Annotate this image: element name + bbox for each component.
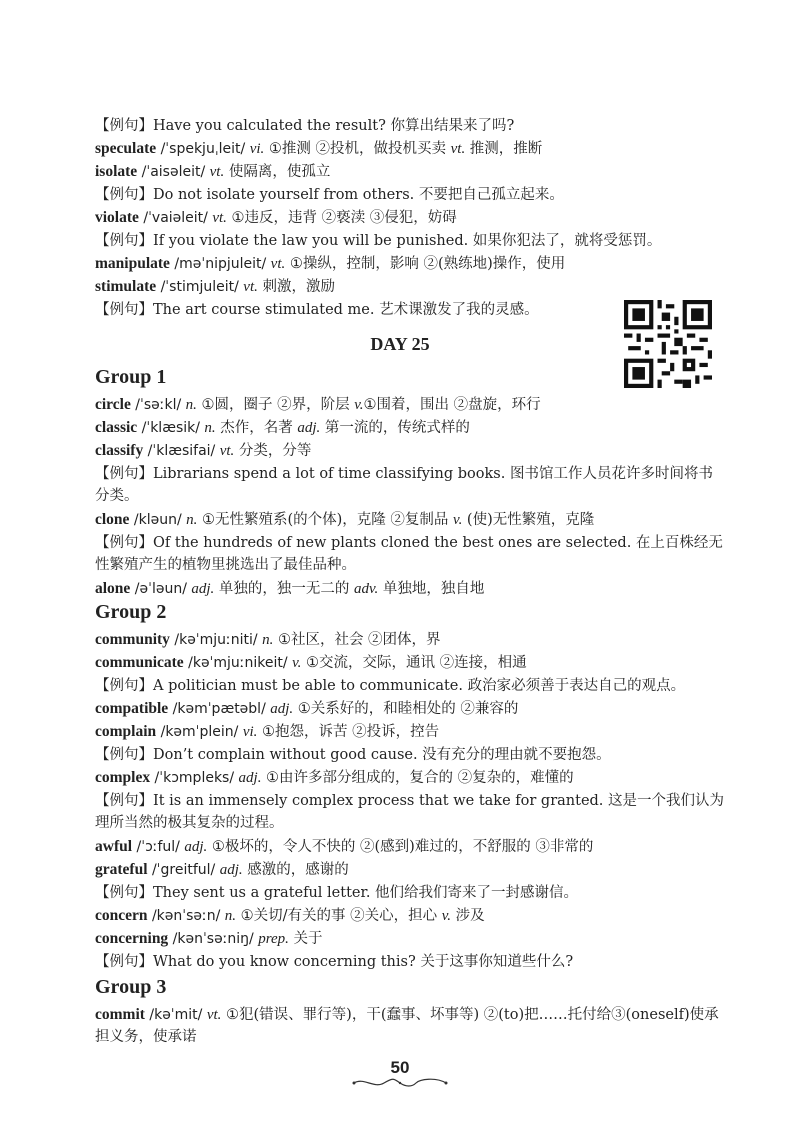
entry-concerning — [95, 928, 725, 950]
group-heading: Group 2 — [95, 601, 167, 623]
headword: community — [95, 631, 170, 648]
example-sentence: 【例句】A politician must be able to communicate. 政治家必须善于表达自己的观点。 — [95, 678, 686, 694]
part-of-speech: prep. — [258, 931, 289, 947]
phonetic: /ˈgreitful/ — [147, 862, 220, 878]
phonetic: /kənˈsəːn/ — [147, 908, 225, 924]
definition-2: (使)无性繁殖，克隆 — [462, 512, 595, 528]
headword: isolate — [95, 163, 138, 180]
part-of-speech-2: adj. — [297, 420, 321, 436]
entry-communicate — [95, 652, 725, 674]
definition: 单独的，独一无二的 — [214, 581, 354, 597]
entry-compatible — [95, 698, 725, 720]
phonetic: /kəˈmit/ — [144, 1007, 207, 1023]
definition: 感激的，感谢的 — [242, 862, 349, 878]
part-of-speech: vi. — [242, 724, 258, 740]
entry-classic — [95, 417, 725, 439]
part-of-speech: vt. — [206, 1007, 222, 1023]
entry-alone — [95, 578, 725, 600]
entry-community — [95, 629, 725, 651]
part-of-speech: n. — [204, 420, 216, 436]
example-sentence: 【例句】Don’t complain without good cause. 没有充分的理由就不要抱怨。 — [95, 747, 611, 763]
example-sentence: 【例句】Librarians spend a lot of time classifying books. 图书馆工作人员花许多时间将书分类。 — [95, 466, 713, 504]
definition-2: 推测，推断 — [465, 141, 543, 157]
definition: ①犯(错误、罪行等)，干(蠢事、坏事等) ②(to)把……托付给③(oneself)使承担义务，使承诺 — [95, 1007, 719, 1045]
phonetic: /ˈklæsik/ — [137, 420, 205, 436]
entry-classify — [95, 440, 725, 462]
phonetic: /ˈvaiəleit/ — [138, 210, 213, 226]
definition: ①交流，交际，通讯 ②连接，相通 — [301, 655, 527, 671]
phonetic: /əˈləun/ — [130, 581, 192, 597]
definition: 杰作，名著 — [215, 420, 298, 436]
definition: ①违反，违背 ②亵渎 ③侵犯，妨碍 — [226, 210, 457, 226]
headword: manipulate — [95, 255, 170, 272]
example-sentence: 【例句】If you violate the law you will be punished. 如果你犯法了，就将受惩罚。 — [95, 233, 662, 249]
part-of-speech: adj. — [270, 701, 294, 717]
part-of-speech: n. — [224, 908, 237, 924]
entry-awful — [95, 836, 725, 858]
definition: ①社区，社会 ②团体，界 — [273, 632, 441, 648]
headword: concerning — [95, 930, 169, 947]
part-of-speech-2: adv. — [354, 581, 379, 597]
phonetic: /ˈɔːful/ — [132, 839, 185, 855]
entry-violate — [95, 207, 725, 229]
phonetic: /ˈaisəleit/ — [137, 164, 210, 180]
phonetic: /kəmˈpætəbl/ — [168, 701, 271, 717]
example-sentence: 【例句】They sent us a grateful letter. 他们给我们寄来了一封感谢信。 — [95, 885, 579, 901]
part-of-speech: vt. — [219, 443, 235, 459]
example-sentence: 【例句】Have you calculated the result? 你算出结果来了吗? — [95, 118, 515, 134]
part-of-speech: vt. — [243, 279, 258, 295]
example-sentence: 【例句】Of the hundreds of new plants cloned the best ones are selected. 在上百株经无性繁殖产生的植物里挑选出了最佳品种。 — [95, 535, 723, 573]
phonetic: /ˈkɔmpleks/ — [150, 770, 239, 786]
headword: grateful — [95, 861, 148, 878]
phonetic: /ˈstimjuleit/ — [156, 279, 244, 295]
headword: stimulate — [95, 278, 157, 295]
headword: complex — [95, 769, 151, 786]
headword: awful — [95, 838, 133, 855]
phonetic: /məˈnipjuleit/ — [169, 256, 271, 272]
phonetic: /kləun/ — [129, 512, 187, 528]
definition: ①操纵，控制，影响 ②(熟练地)操作，使用 — [285, 256, 566, 272]
entry-concern — [95, 905, 725, 927]
headword: speculate — [95, 140, 157, 157]
headword: commit — [95, 1006, 145, 1023]
example-sentence: 【例句】The art course stimulated me. 艺术课激发了我的灵感。 — [95, 302, 539, 318]
entry-circle — [95, 394, 725, 416]
headword: classic — [95, 419, 138, 436]
definition: ①圆，圈子 ②界，阶层 — [196, 397, 355, 413]
group-heading: Group 1 — [95, 366, 167, 388]
part-of-speech: n. — [186, 512, 198, 528]
part-of-speech-2: v. — [453, 512, 463, 528]
headword: communicate — [95, 654, 184, 671]
example-sentence: 【例句】What do you know concerning this? 关于这事你知道些什么? — [95, 954, 574, 970]
entry-manipulate — [95, 253, 725, 275]
definition: ①推测 ②投机，做投机买卖 — [264, 141, 451, 157]
group-heading: Group 3 — [95, 976, 167, 998]
part-of-speech: vt. — [212, 210, 227, 226]
part-of-speech: n. — [185, 397, 197, 413]
part-of-speech: vt. — [270, 256, 286, 272]
part-of-speech-2: v. — [441, 908, 452, 924]
definition: ①无性繁殖系(的个体)，克隆 ②复制品 — [197, 512, 454, 528]
entry-complex — [95, 767, 725, 789]
headword: complain — [95, 723, 157, 740]
definition: 使隔离，使孤立 — [224, 164, 331, 180]
entry-stimulate — [95, 276, 725, 298]
definition: 分类，分等 — [234, 443, 312, 459]
phonetic: /kənˈsəːniŋ/ — [168, 931, 259, 947]
part-of-speech-2: v. — [354, 397, 364, 413]
part-of-speech: adj. — [219, 862, 243, 878]
headword: circle — [95, 396, 131, 413]
part-of-speech: adj. — [191, 581, 215, 597]
definition: ①由许多部分组成的，复合的 ②复杂的，难懂的 — [261, 770, 574, 786]
entry-grateful — [95, 859, 725, 881]
definition-2: 涉及 — [451, 908, 485, 924]
phonetic: /ˈsəːkl/ — [130, 397, 186, 413]
example-sentence: 【例句】It is an immensely complex process that we take for granted. 这是一个我们认为理所当然的极其复杂的过程。 — [95, 793, 725, 831]
entry-clone — [95, 509, 725, 531]
headword: violate — [95, 209, 139, 226]
part-of-speech: n. — [262, 632, 274, 648]
headword: concern — [95, 907, 148, 924]
headword: alone — [95, 580, 131, 597]
example-sentence: 【例句】Do not isolate yourself from others. 不要把自己孤立起来。 — [95, 187, 564, 203]
definition-2: ①围着，围出 ②盘旋，环行 — [363, 397, 541, 413]
phonetic: /kəmˈplein/ — [156, 724, 243, 740]
definition: 刺激，激励 — [257, 279, 335, 295]
entry-complain — [95, 721, 725, 743]
page-number: 50 — [390, 1058, 410, 1077]
headword: classify — [95, 442, 144, 459]
phonetic: /ˈspekjuˌleit/ — [156, 141, 250, 157]
headword: clone — [95, 511, 130, 528]
entry-speculate — [95, 138, 725, 160]
entry-isolate — [95, 161, 725, 183]
phonetic: /kəˈmjuːnikeit/ — [183, 655, 293, 671]
flourish-ornament-icon — [350, 1076, 450, 1090]
definition: ①抱怨，诉苦 ②投诉，控告 — [257, 724, 440, 740]
part-of-speech: vt. — [209, 164, 225, 180]
definition: ①极坏的，令人不快的 ②(感到)难过的，不舒服的 ③非常的 — [207, 839, 594, 855]
part-of-speech: vi. — [249, 141, 265, 157]
phonetic: /kəˈmjuːniti/ — [169, 632, 263, 648]
headword: compatible — [95, 700, 169, 717]
entry-commit — [95, 1004, 725, 1048]
definition: 关于 — [288, 931, 323, 947]
part-of-speech: adj. — [238, 770, 262, 786]
definition-2: 单独地，独自地 — [378, 581, 485, 597]
phonetic: /ˈklæsifai/ — [143, 443, 220, 459]
definition: ①关切/有关的事 ②关心，担心 — [236, 908, 442, 924]
definition-2: 第一流的，传统式样的 — [320, 420, 470, 436]
part-of-speech-2: vt. — [450, 141, 466, 157]
part-of-speech: v. — [292, 655, 302, 671]
part-of-speech: adj. — [184, 839, 208, 855]
day-title: DAY 25 — [370, 334, 430, 354]
definition: ①关系好的，和睦相处的 ②兼容的 — [293, 701, 519, 717]
